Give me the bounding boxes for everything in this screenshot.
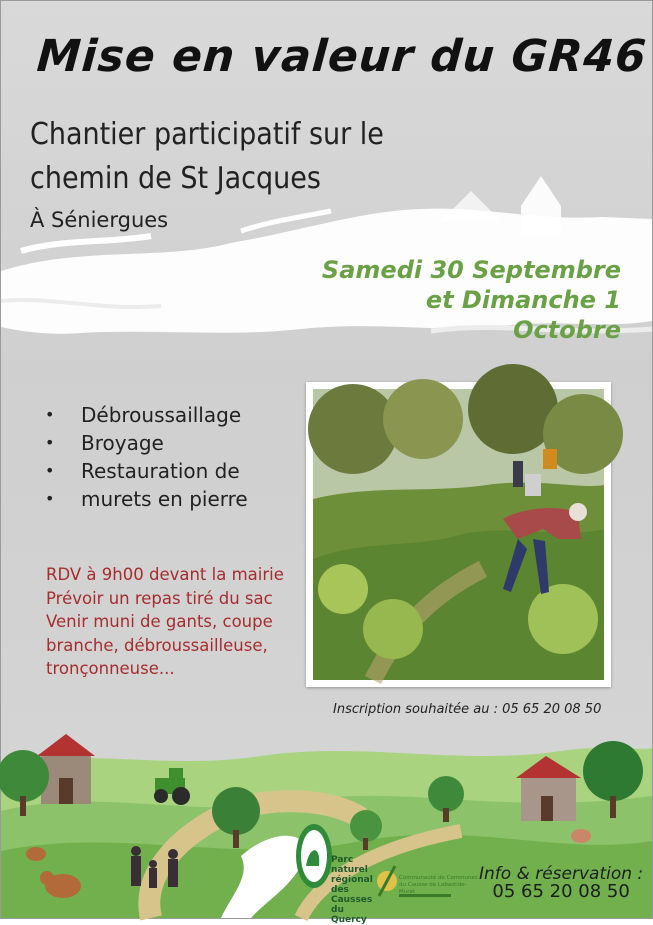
communaute-logo-text: Communauté de Communes du Causse de Labastide-Murat [399, 875, 478, 895]
rdv-line: tronçonneuse... [46, 659, 175, 678]
subtitle-line: Chantier participatif sur le [30, 117, 384, 152]
subtitle [30, 113, 384, 201]
parc-line: Parc [331, 855, 354, 865]
subtitle-line: chemin de St Jacques [30, 161, 321, 196]
list-item: • Restauration de [45, 457, 248, 485]
list-item-continuation: • murets en pierre [45, 485, 248, 513]
cow-icon [571, 829, 591, 843]
photo-volunteers-icon [313, 389, 604, 680]
page-title: Mise en valeur du GR46 [35, 31, 649, 82]
inscription-note: Inscription souhaitée au : 05 65 20 08 50 [333, 702, 602, 717]
parc-line: des Causses [331, 885, 373, 905]
contact-phone: 05 65 20 08 50 [492, 881, 630, 902]
rdv-line: Prévoir un repas tiré du sac [46, 588, 273, 608]
volunteers-photo [306, 382, 611, 687]
parc-line: régional [331, 875, 373, 885]
rdv-line: Venir muni de gants, coupe [46, 612, 273, 631]
date-line: et Dimanche 1 Octobre [425, 286, 621, 344]
rdv-line: RDV à 9h00 devant la mairie [46, 565, 284, 584]
place-label: À Séniergues [30, 208, 169, 232]
parc-line: naturel [331, 865, 368, 875]
list-item: • Débroussaillage [45, 401, 248, 429]
cow-icon [26, 847, 46, 861]
list-item: • Broyage [45, 429, 248, 457]
parc-logo-icon [296, 824, 332, 888]
rdv-line: branche, débroussailleuse, [46, 635, 268, 655]
rdv-info [46, 563, 284, 681]
date-line: Samedi 30 Septembre [321, 256, 621, 284]
parc-line: du Quercy [331, 905, 367, 925]
contact-label: Info & réservation : [479, 864, 644, 884]
contact-info [479, 865, 643, 901]
parc-logo-text [331, 855, 371, 925]
event-dates [311, 255, 621, 345]
activities-list [45, 401, 248, 513]
